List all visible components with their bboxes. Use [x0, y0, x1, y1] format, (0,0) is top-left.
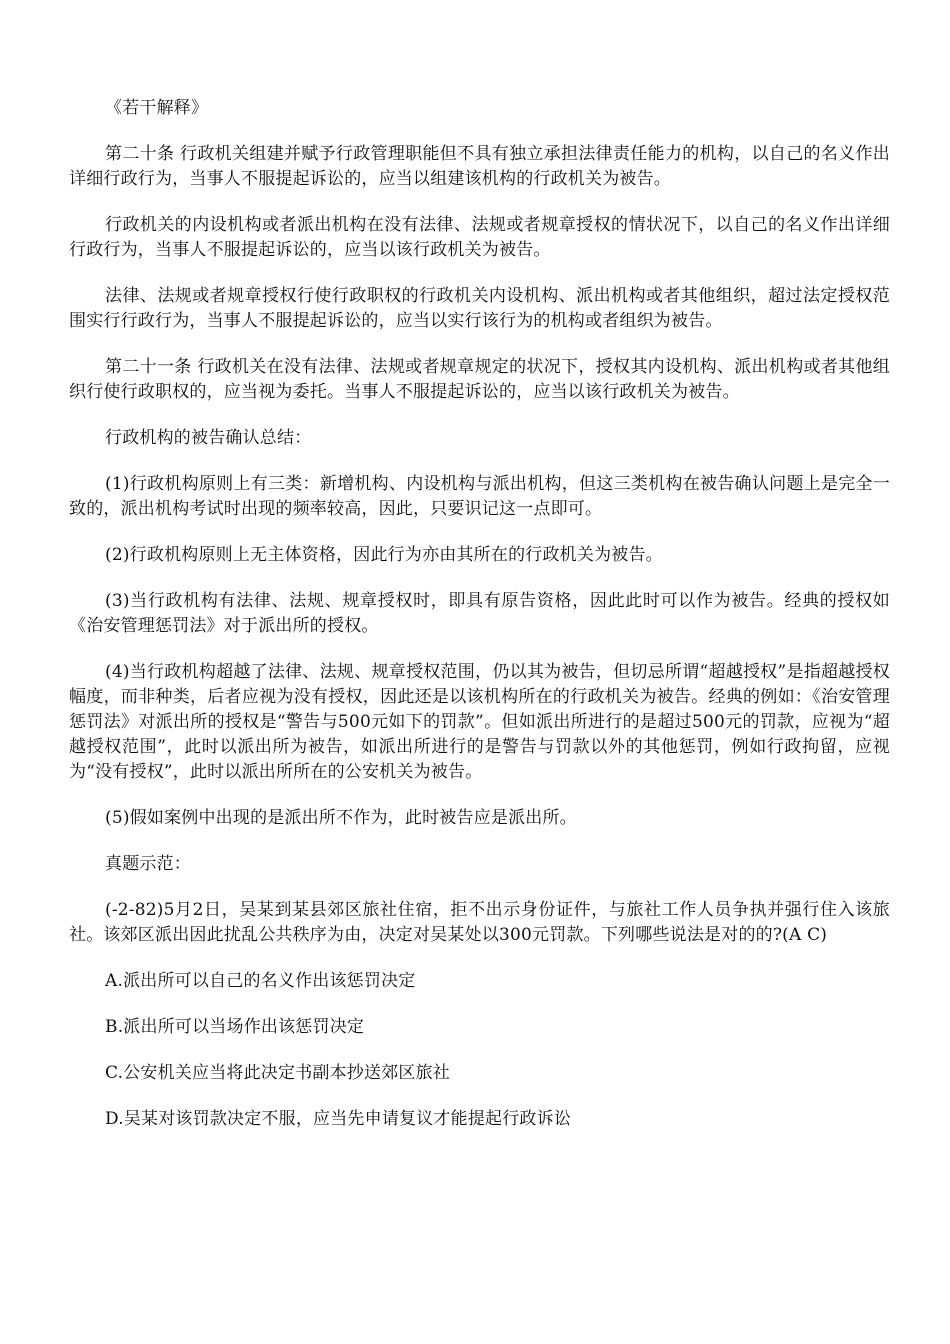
reference-title: 《若干解释》: [105, 98, 209, 118]
option-a: A.派出所可以自己的名义作出该惩罚决定: [105, 971, 416, 991]
summary-point-4: (4)当行政机构超越了法律、法规、规章授权范围，仍以其为被告，但切忌所谓“超越授权”是指超越授权幅度，而非种类，后者应视为没有授权，因此还是以该机构所在的行政机关为被告。经典的例如：《治安管理惩罚法》对派出所的授权是“警告与500元如下的罚款”。但如派出所进行的是超过500元的罚款，应视为“超越授权范围”，此时以派出所为被告，如派出所进行的是警告与罚款以外的其他惩罚，例如行政拘留，应视为“没有授权”，此时以派出所所在的公安机关为被告。: [69, 662, 890, 782]
exam-question: (-2-82)5月2日，吴某到某县郊区旅社住宿，拒不出示身份证件，与旅社工作人员争执并强行住入该旅社。该郊区派出因此扰乱公共秩序为由，决定对吴某处以300元罚款。下列哪些说法是对的的?(A C): [69, 900, 890, 945]
summary-point-5: (5)假如案例中出现的是派出所不作为，此时被告应是派出所。: [105, 808, 577, 828]
summary-point-2: (2)行政机构原则上无主体资格，因此行为亦由其所在的行政机关为被告。: [105, 545, 663, 565]
internal-agency-paragraph: 行政机关的内设机构或者派出机构在没有法律、法规或者规章授权的情状况下，以自己的名义作出详细行政行为，当事人不服提起诉讼的，应当以该行政机关为被告。: [69, 215, 890, 260]
article-20-paragraph: 第二十条 行政机关组建并赋予行政管理职能但不具有独立承担法律责任能力的机构，以自己的名义作出详细行政行为，当事人不服提起诉讼的，应当以组建该机构的行政机关为被告。: [69, 144, 890, 189]
summary-heading: 行政机构的被告确认总结：: [105, 428, 312, 448]
exam-example-heading: 真题示范：: [105, 854, 191, 874]
summary-point-3: (3)当行政机构有法律、法规、规章授权时，即具有原告资格，因此此时可以作为被告。经典的授权如《治安管理惩罚法》对于派出所的授权。: [69, 591, 890, 636]
article-21-paragraph: 第二十一条 行政机关在没有法律、法规或者规章规定的状况下，授权其内设机构、派出机构或者其他组织行使行政职权的，应当视为委托。当事人不服提起诉讼的，应当以该行政机关为被告。: [69, 357, 890, 402]
summary-point-1: (1)行政机构原则上有三类：新增机构、内设机构与派出机构，但这三类机构在被告确认问题上是完全一致的，派出机构考试时出现的频率较高，因此，只要识记这一点即可。: [69, 474, 890, 519]
option-c: C.公安机关应当将此决定书副本抄送郊区旅社: [105, 1063, 451, 1083]
option-b: B.派出所可以当场作出该惩罚决定: [105, 1017, 365, 1037]
option-d: D.吴某对该罚款决定不服，应当先申请复议才能提起行政诉讼: [105, 1109, 572, 1129]
authorized-agency-paragraph: 法律、法规或者规章授权行使行政职权的行政机关内设机构、派出机构或者其他组织，超过法定授权范围实行行政行为，当事人不服提起诉讼的，应当以实行该行为的机构或者组织为被告。: [69, 286, 890, 331]
